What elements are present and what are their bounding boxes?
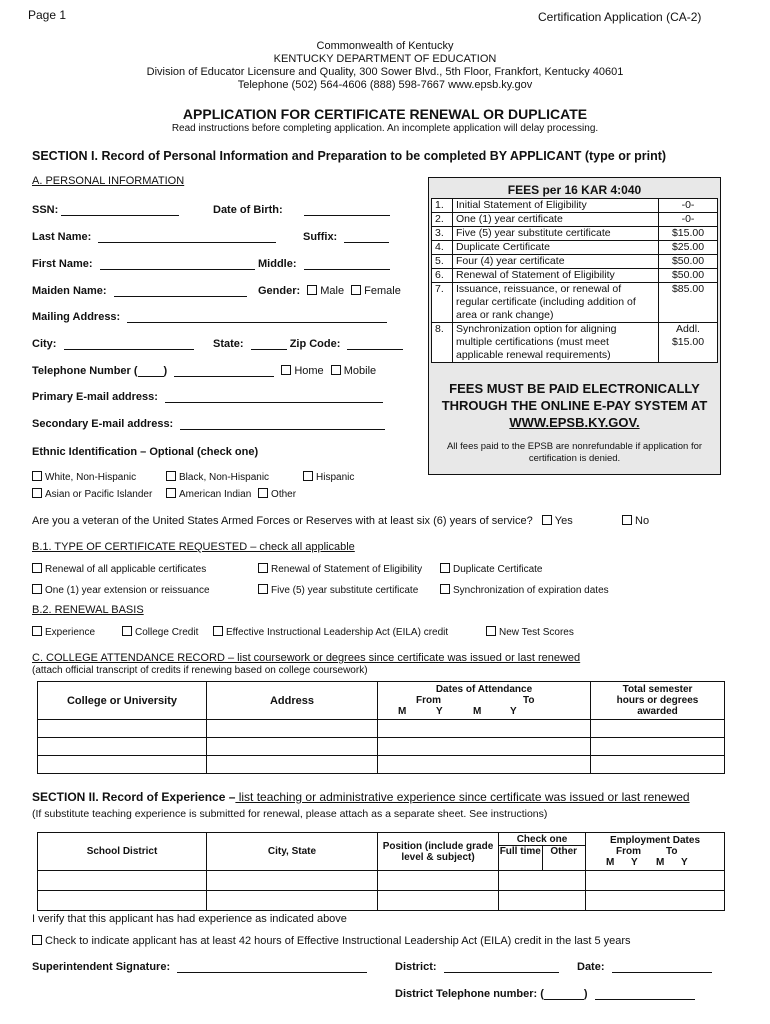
maiden-name-row (32, 285, 247, 297)
cell[interactable] (38, 891, 207, 911)
b1-opt5-checkbox[interactable] (258, 584, 268, 594)
b1-opt3-label: Duplicate Certificate (453, 564, 543, 575)
fee-row (432, 269, 718, 283)
cell[interactable] (591, 756, 725, 774)
ssn-row (32, 204, 179, 216)
epsb-link[interactable]: WWW.EPSB.KY.GOV. (509, 415, 640, 430)
emp-from-y: Y (631, 857, 638, 868)
table-row (38, 891, 725, 911)
first-name-field[interactable] (100, 258, 255, 270)
middle-field[interactable] (304, 258, 390, 270)
b1-opt2-label: Renewal of Statement of Eligibility (271, 564, 423, 575)
fee-number: 3. (432, 227, 453, 241)
ssn-label: SSN: (32, 204, 59, 216)
eth-asian (32, 488, 152, 500)
cell[interactable] (499, 871, 586, 891)
city-state-header: City, State (207, 833, 378, 871)
email2-label: Secondary E-mail address: (32, 418, 174, 430)
b1-opt6 (440, 584, 609, 596)
signature-label: Superintendent Signature: (32, 961, 171, 973)
middle-row (258, 258, 390, 270)
veteran-row (32, 515, 573, 527)
phone-label: Telephone Number ( (32, 365, 138, 377)
b1-heading: B.1. TYPE OF CERTIFICATE REQUESTED – check all applicable (32, 541, 355, 553)
gender-row (258, 285, 401, 297)
b2-opt1-label: Experience (45, 627, 96, 638)
from-y: Y (436, 706, 443, 717)
veteran-no-checkbox[interactable] (622, 515, 632, 525)
fees-title: FEES per 16 KAR 4:040 (507, 183, 642, 197)
section2-heading-row (32, 790, 690, 804)
email2-row (32, 418, 385, 430)
b2-opt4-checkbox[interactable] (486, 626, 496, 636)
cell[interactable] (378, 891, 499, 911)
fee-amount: $25.00 (659, 241, 718, 255)
last-name-label: Last Name: (32, 231, 92, 243)
dob-label: Date of Birth: (213, 204, 283, 216)
veteran-no-label: No (635, 515, 650, 527)
cell[interactable] (207, 738, 378, 756)
fee-amount: -0- (659, 213, 718, 227)
fee-number: 5. (432, 255, 453, 269)
fee-description: Renewal of Statement of Eligibility (453, 269, 659, 283)
b1-opt6-label: Synchronization of expiration dates (453, 585, 609, 596)
signature-field[interactable] (177, 961, 367, 973)
eila-checkbox[interactable] (32, 935, 42, 945)
from-to-row (378, 695, 590, 706)
b1-opt6-checkbox[interactable] (440, 584, 450, 594)
cell[interactable] (378, 756, 591, 774)
female-label: Female (364, 285, 401, 297)
eth-black-checkbox[interactable] (166, 471, 176, 481)
emp-from-label: From (616, 846, 641, 857)
b2-opt2-label: College Credit (135, 627, 199, 638)
to-m: M (473, 706, 482, 717)
form-subtitle: Read instructions before completing application. An incomplete application will delay processing. (171, 123, 599, 134)
b1-opt1-label: Renewal of all applicable certificates (45, 564, 207, 575)
district-phone-field[interactable] (595, 988, 695, 1000)
fee-number: 2. (432, 213, 453, 227)
fee-amount: $50.00 (659, 269, 718, 283)
fee-description: Initial Statement of Eligibility (453, 199, 659, 213)
state-label: State: (213, 338, 244, 350)
first-name-label: First Name: (32, 258, 93, 270)
hours-header: Total semester hours or degrees awarded (591, 682, 725, 720)
b2-opt1-checkbox[interactable] (32, 626, 42, 636)
address-header: Address (207, 682, 378, 720)
form-id: Certification Application (CA-2) (538, 10, 702, 24)
fee-amount: $85.00 (659, 283, 718, 323)
org-line-3: Division of Educator Licensure and Quality, 300 Sower Blvd., 5th Floor, Frankfort, Kentucky 40601 (146, 66, 624, 78)
maiden-name-field[interactable] (114, 285, 247, 297)
full-time-label: Full time (499, 846, 543, 870)
ethnic-heading: Ethnic Identification – Optional (check one) (32, 446, 259, 458)
personal-info-heading: A. PERSONAL INFORMATION (32, 175, 185, 187)
eth-other-label: Other (271, 489, 297, 500)
maiden-name-label: Maiden Name: (32, 285, 107, 297)
phone-field[interactable] (174, 365, 274, 377)
b2-opt3-checkbox[interactable] (213, 626, 223, 636)
b2-opt3 (213, 626, 448, 638)
fee-number: 8. (432, 323, 453, 363)
fee-number: 4. (432, 241, 453, 255)
date-label: Date: (577, 961, 605, 973)
cell[interactable] (378, 871, 499, 891)
other-label: Other (550, 845, 578, 857)
eth-hispanic-label: Hispanic (316, 472, 355, 483)
fee-row (432, 255, 718, 269)
form-title: APPLICATION FOR CERTIFICATE RENEWAL OR DUPLICATE (182, 106, 588, 122)
b1-opt2 (258, 563, 422, 575)
fees-notice-line-2: THROUGH THE ONLINE E-PAY SYSTEM AT (441, 398, 708, 413)
eth-hispanic-checkbox[interactable] (303, 471, 313, 481)
fee-description: One (1) year certificate (453, 213, 659, 227)
b1-opt5 (258, 584, 418, 596)
emp-from-m: M (606, 857, 615, 868)
eth-white-label: White, Non-Hispanic (45, 472, 137, 483)
employment-label: Employment Dates (609, 835, 701, 846)
fees-notice (429, 380, 720, 431)
position-header: Position (include grade level & subject) (378, 833, 499, 871)
b1-opt1-checkbox[interactable] (32, 563, 42, 573)
veteran-yes-label: Yes (554, 515, 573, 527)
fee-description: Four (4) year certificate (453, 255, 659, 269)
b1-opt2-checkbox[interactable] (258, 563, 268, 573)
state-field[interactable] (251, 338, 287, 350)
verify-text: I verify that this applicant has had experience as indicated above (32, 913, 347, 925)
cell[interactable] (38, 871, 207, 891)
fee-number: 7. (432, 283, 453, 323)
district-field[interactable] (444, 961, 559, 973)
fee-row (432, 283, 718, 323)
emp-to-m: M (656, 857, 665, 868)
female-checkbox[interactable] (351, 285, 361, 295)
from-label: From (416, 695, 441, 706)
district-phone-row (395, 988, 695, 1000)
district-phone-close: ) (583, 988, 588, 1000)
dates-header (378, 682, 591, 720)
suffix-row (303, 231, 389, 243)
b2-opt4-label: New Test Scores (499, 627, 574, 638)
b1-opt5-label: Five (5) year substitute certificate (271, 585, 419, 596)
email2-field[interactable] (180, 418, 385, 430)
suffix-field[interactable] (344, 231, 389, 243)
fee-number: 6. (432, 269, 453, 283)
my-row (378, 706, 590, 717)
ssn-field[interactable] (61, 204, 179, 216)
b1-opt1 (32, 563, 206, 575)
suffix-label: Suffix: (303, 231, 338, 243)
employment-header (586, 833, 725, 871)
eth-black-label: Black, Non-Hispanic (179, 472, 270, 483)
signature-row (32, 961, 367, 973)
first-name-row (32, 258, 255, 270)
cell[interactable] (586, 891, 725, 911)
male-checkbox[interactable] (307, 285, 317, 295)
city-row (32, 338, 194, 350)
fee-amount: Addl. $15.00 (659, 323, 718, 363)
mailing-row (32, 311, 387, 323)
cell[interactable] (586, 871, 725, 891)
b2-heading: B.2. RENEWAL BASIS (32, 604, 144, 616)
fee-number: 1. (432, 199, 453, 213)
org-line-2: KENTUCKY DEPARTMENT OF EDUCATION (273, 53, 497, 65)
eth-white (32, 471, 136, 483)
city-label: City: (32, 338, 57, 350)
fee-description: Duplicate Certificate (453, 241, 659, 255)
fees-table (431, 198, 718, 363)
eth-indian-checkbox[interactable] (166, 488, 176, 498)
fee-row (432, 227, 718, 241)
cell[interactable] (591, 720, 725, 738)
cell[interactable] (378, 720, 591, 738)
eila-row (32, 935, 631, 947)
c-note: (attach official transcript of credits if renewing based on college coursework) (32, 665, 368, 676)
mobile-checkbox[interactable] (331, 365, 341, 375)
b1-opt4 (32, 584, 210, 596)
dob-field[interactable] (304, 204, 390, 216)
c-heading-row (32, 652, 580, 664)
table-row (38, 871, 725, 891)
home-checkbox[interactable] (281, 365, 291, 375)
cell[interactable] (499, 891, 586, 911)
emp-to-label: To (666, 846, 678, 857)
emp-my (586, 857, 724, 868)
org-block (0, 40, 770, 92)
area-code-field[interactable] (138, 365, 164, 377)
fee-description: Issuance, reissuance, or renewal of regular certificate (including addition of area or rank change) (453, 283, 659, 323)
email1-row (32, 391, 383, 403)
eth-black (166, 471, 269, 483)
veteran-question: Are you a veteran of the United States Armed Forces or Reserves with at least six (6) years of service? (32, 515, 533, 527)
fee-row (432, 213, 718, 227)
emp-to-y: Y (681, 857, 688, 868)
b2-opt4 (486, 626, 574, 638)
district-header: School District (38, 833, 207, 871)
city-field[interactable] (64, 338, 194, 350)
gender-label: Gender: (258, 285, 301, 297)
b2-opt3-label: Effective Instructional Leadership Act (EILA) credit (226, 627, 449, 638)
eth-indian (166, 488, 296, 500)
check-one-options (499, 846, 585, 870)
cell[interactable] (591, 738, 725, 756)
b1-opt3 (440, 563, 542, 575)
dates-header-label: Dates of Attendance (435, 684, 533, 695)
eth-asian-label: Asian or Pacific Islander (45, 489, 153, 500)
b1-opt4-label: One (1) year extension or reissuance (45, 585, 210, 596)
experience-table (37, 832, 725, 911)
page-number: Page 1 (28, 8, 67, 22)
district-label: District: (395, 961, 437, 973)
org-line-1: Commonwealth of Kentucky (316, 40, 454, 52)
date-row (577, 961, 712, 973)
college-header: College or University (38, 682, 207, 720)
cell[interactable] (38, 738, 207, 756)
b2-opt1 (32, 626, 95, 638)
cell[interactable] (38, 756, 207, 774)
eth-white-checkbox[interactable] (32, 471, 42, 481)
last-name-field[interactable] (98, 231, 276, 243)
section2-heading-rest: list teaching or administrative experience since certificate was issued or last renewed (235, 790, 690, 804)
college-table (37, 681, 725, 774)
fee-description: Five (5) year substitute certificate (453, 227, 659, 241)
fee-description: Synchronization option for aligning multiple certifications (must meet applicable renewal requirements) (453, 323, 659, 363)
fee-amount: -0- (659, 199, 718, 213)
eth-other-checkbox[interactable] (258, 488, 268, 498)
eth-hispanic (303, 471, 354, 483)
from-m: M (398, 706, 407, 717)
check-one-header (499, 833, 586, 871)
eth-indian-label: American Indian (179, 489, 252, 500)
b1-opt4-checkbox[interactable] (32, 584, 42, 594)
c-heading: C. COLLEGE ATTENDANCE RECORD (32, 652, 225, 664)
b2-opt2-checkbox[interactable] (122, 626, 132, 636)
section2-heading: SECTION II. Record of Experience – (32, 790, 236, 804)
to-y: Y (510, 706, 517, 717)
veteran-no (622, 515, 649, 527)
district-phone-label: District Telephone number: ( (395, 988, 544, 1000)
check-one-label: Check one (499, 834, 585, 846)
mobile-label: Mobile (343, 365, 377, 377)
fee-amount: $50.00 (659, 255, 718, 269)
phone-close: ) (163, 365, 168, 377)
org-line-4: Telephone (502) 564-4606 (888) 598-7667 www.epsb.ky.gov (237, 79, 533, 91)
eila-label: Check to indicate applicant has at least 42 hours of Effective Instructional Leadership Act (EILA) credit in the last 5 years (45, 935, 631, 947)
to-label: To (523, 695, 535, 706)
table-row (38, 720, 725, 738)
zip-field[interactable] (347, 338, 403, 350)
middle-label: Middle: (258, 258, 297, 270)
cell[interactable] (207, 871, 378, 891)
mailing-label: Mailing Address: (32, 311, 121, 323)
home-label: Home (294, 365, 324, 377)
last-name-row (32, 231, 276, 243)
fee-row (432, 199, 718, 213)
fees-box (428, 177, 721, 475)
table-row (38, 756, 725, 774)
email1-label: Primary E-mail address: (32, 391, 158, 403)
cell[interactable] (207, 756, 378, 774)
fee-row (432, 323, 718, 363)
cell[interactable] (38, 720, 207, 738)
eth-asian-checkbox[interactable] (32, 488, 42, 498)
male-label: Male (320, 285, 345, 297)
state-row (213, 338, 403, 350)
cell[interactable] (378, 738, 591, 756)
mailing-field[interactable] (127, 311, 387, 323)
cell[interactable] (207, 891, 378, 911)
table-row (38, 738, 725, 756)
emp-from-to (586, 846, 724, 857)
date-field[interactable] (612, 961, 712, 973)
b1-opt3-checkbox[interactable] (440, 563, 450, 573)
fees-nonrefund: All fees paid to the EPSB are nonrefundable if application for certification is denied. (446, 441, 703, 464)
cell[interactable] (207, 720, 378, 738)
district-area-code-field[interactable] (544, 988, 584, 1000)
email1-field[interactable] (165, 391, 383, 403)
fee-amount: $15.00 (659, 227, 718, 241)
district-row (395, 961, 559, 973)
zip-label: Zip Code: (289, 338, 341, 350)
b2-opt2 (122, 626, 198, 638)
fees-notice-line-1: FEES MUST BE PAID ELECTRONICALLY (449, 381, 700, 396)
c-heading-rest: – list coursework or degrees since certificate was issued or last renewed (224, 652, 581, 664)
veteran-yes-checkbox[interactable] (542, 515, 552, 525)
fee-row (432, 241, 718, 255)
section2-note: (If substitute teaching experience is submitted for renewal, please attach as a separate sheet. See instructions) (32, 808, 548, 820)
phone-row (32, 365, 376, 377)
section1-heading: SECTION I. Record of Personal Information and Preparation to be completed BY APPLICANT (type or print) (32, 149, 667, 163)
dob-row (213, 204, 390, 216)
